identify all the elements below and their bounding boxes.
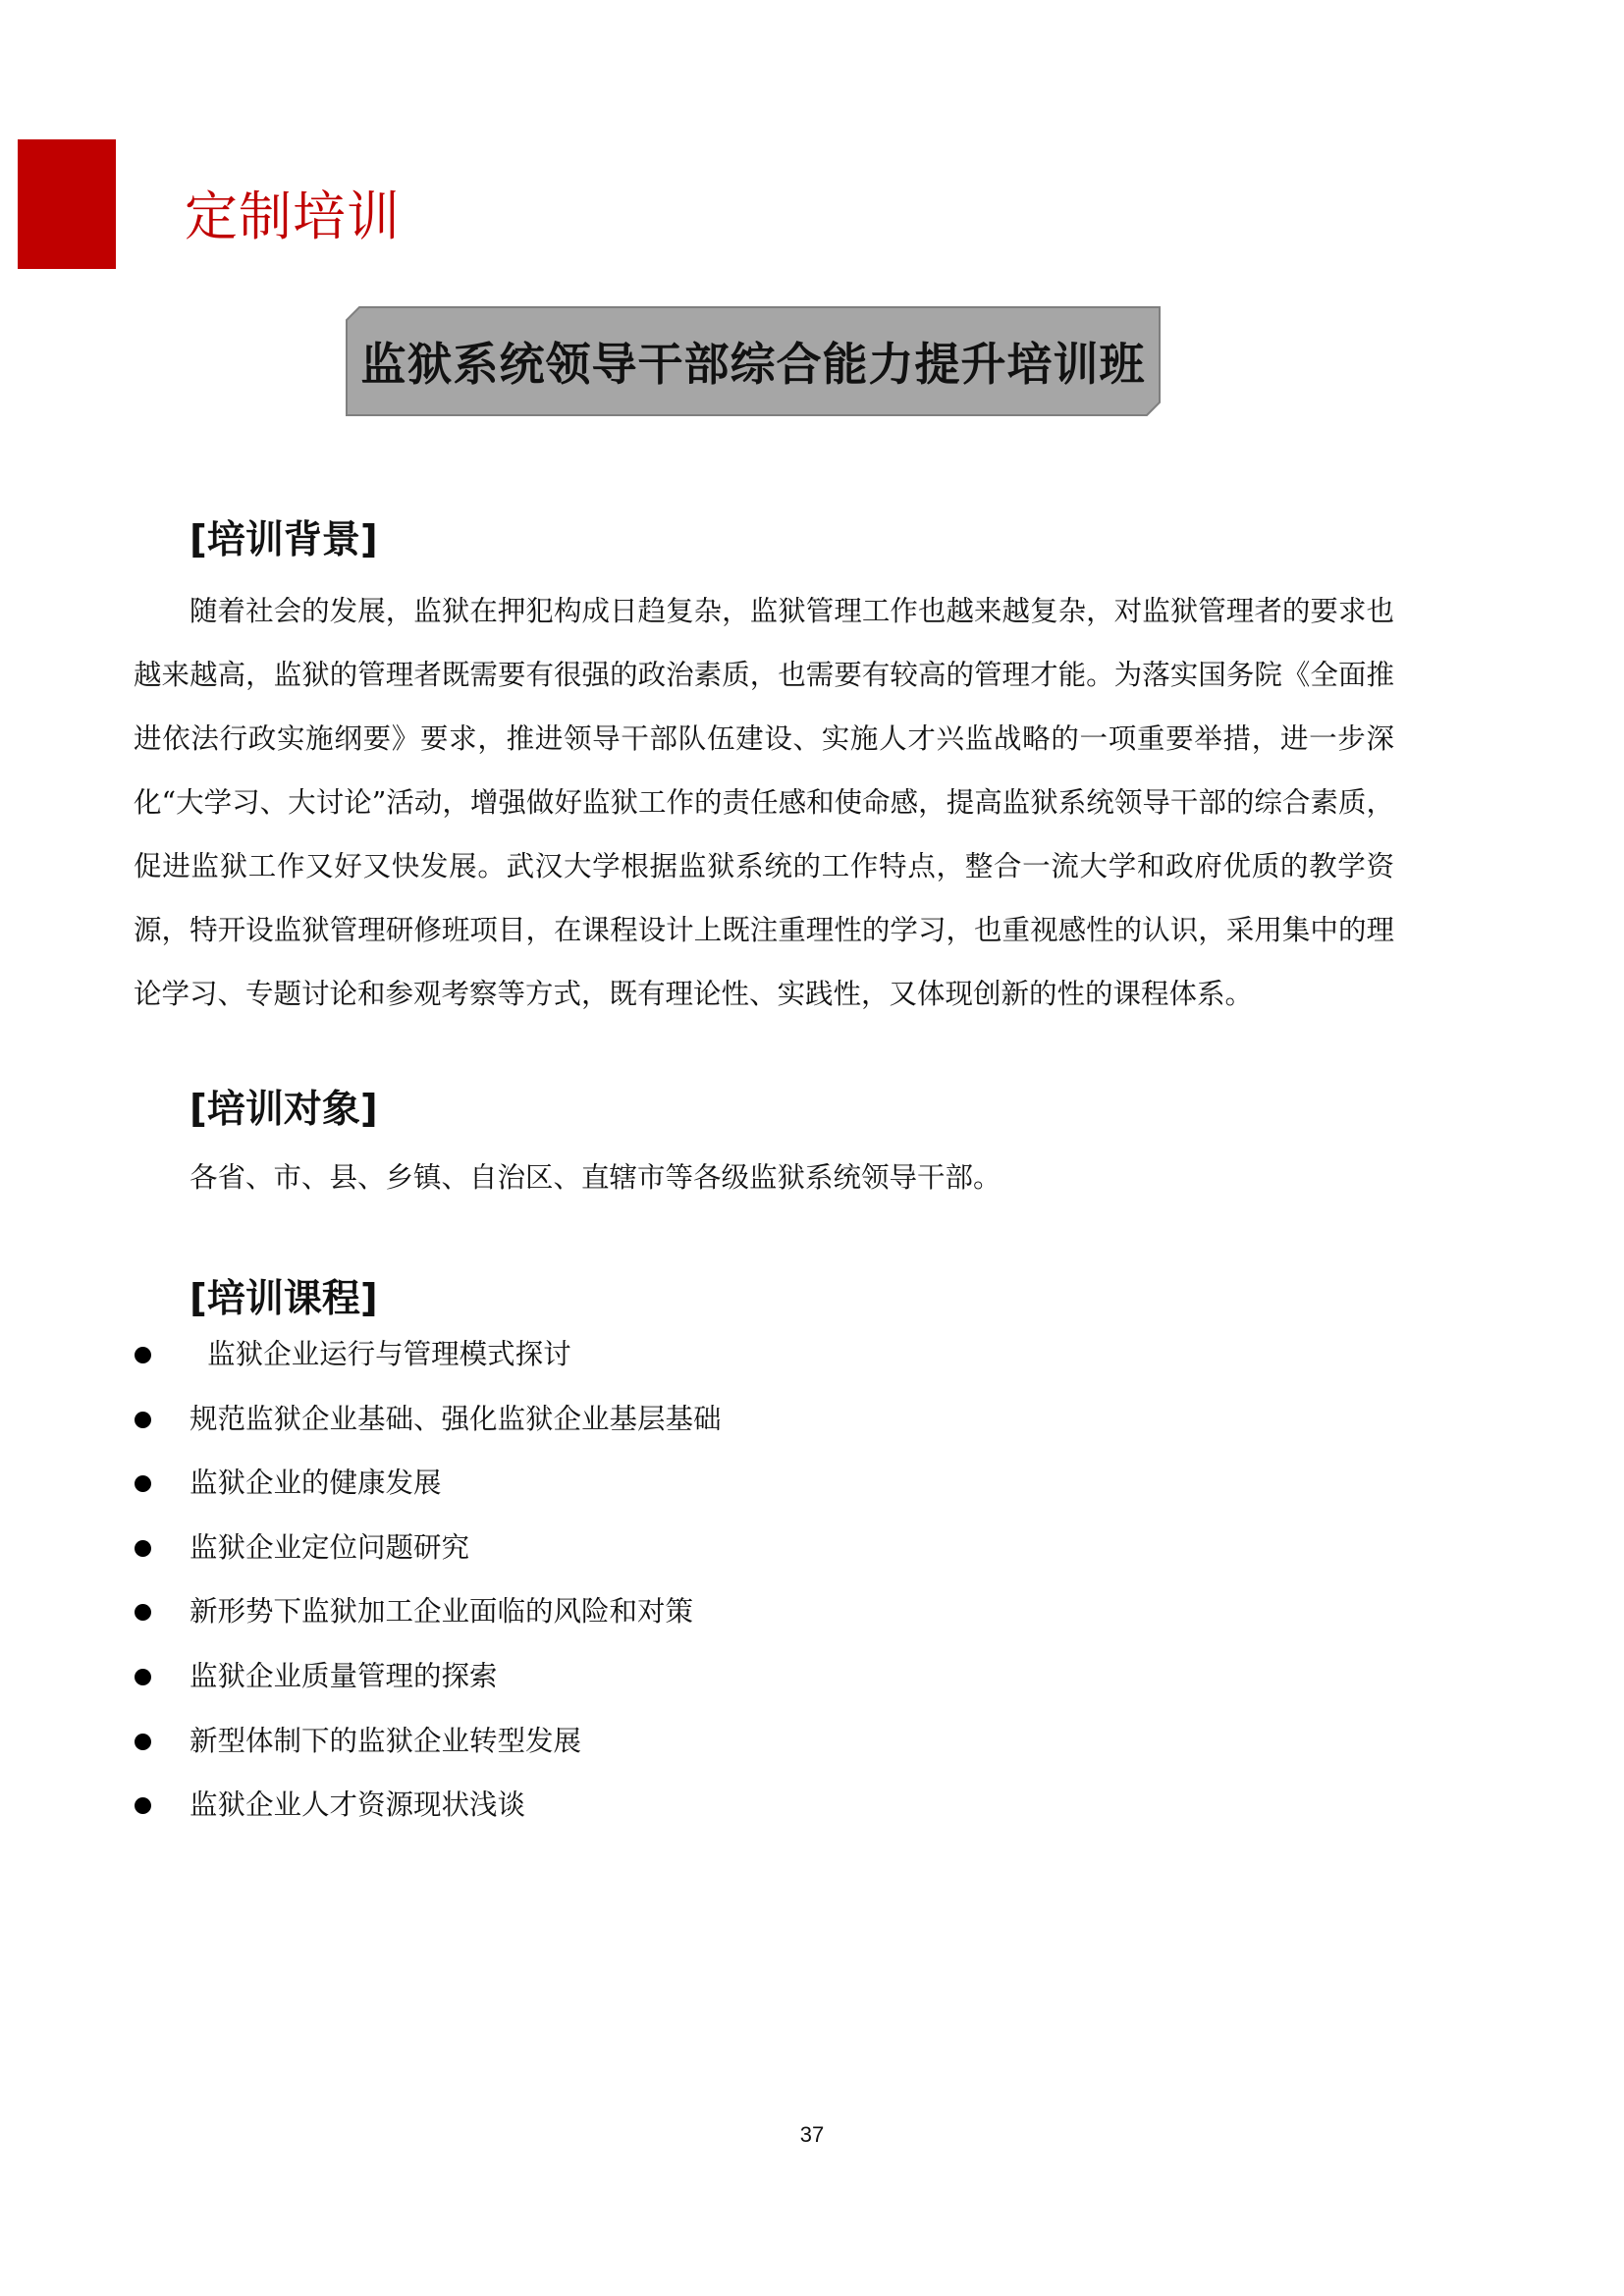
bullet-icon [135,1412,151,1428]
course-item-text: 监狱企业运行与管理模式探讨 [189,1338,571,1370]
course-item [0,1458,884,1522]
bullet-icon [135,1669,151,1685]
course-item-text: 监狱企业的健康发展 [189,1467,442,1500]
audience-text: 各省、市、县、乡镇、自治区、直辖市等各级监狱系统领导干部。 [189,1161,1001,1194]
courses-heading: [培训课程] [189,1277,378,1321]
course-item-text: 监狱企业质量管理的探索 [189,1659,498,1692]
bullet-icon [135,1475,151,1492]
course-title-banner [346,306,1161,416]
course-item [0,1522,884,1587]
section-title: 定制培训 [185,186,401,247]
course-item-text: 新型体制下的监狱企业转型发展 [189,1724,582,1757]
course-item-text: 监狱企业人才资源现状浅谈 [189,1789,526,1822]
course-item-text: 规范监狱企业基础、强化监狱企业基层基础 [189,1402,722,1435]
bullet-icon [135,1347,151,1363]
course-list [0,1329,884,1844]
course-item-text: 监狱企业定位问题研究 [189,1530,470,1564]
bullet-icon [135,1540,151,1557]
course-item [0,1780,884,1844]
banner-title: 监狱系统领导干部综合能力提升培训班 [360,338,1146,391]
section-accent-block [18,139,116,269]
bullet-icon [135,1797,151,1814]
course-item-text: 新形势下监狱加工企业面临的风险和对策 [189,1595,694,1629]
course-item [0,1329,884,1394]
course-item [0,1716,884,1781]
course-item [0,1651,884,1716]
course-item [0,1586,884,1651]
course-item [0,1394,884,1459]
bullet-icon [135,1734,151,1750]
audience-heading: [培训对象] [189,1088,378,1132]
bullet-icon [135,1604,151,1621]
page-number: 37 [799,2122,825,2147]
background-heading: [培训背景] [189,518,378,562]
background-paragraph: 随着社会的发展，监狱在押犯构成日趋复杂，监狱管理工作也越来越复杂，对监狱管理者的要求也越来越高，监狱的管理者既需要有很强的政治素质，也需要有较高的管理才能。为落实国务院《全面推进依法行政实施纲要》要求，推进领导干部队伍建设、实施人才兴监战略的一项重要举措，进一步深化“大学习、大讨论”活动，增强做好监狱工作的责任感和使命感，提高监狱系统领导干部的综合素质，促进监狱工作又好又快发展。武汉大学根据监狱系统的工作特点，整合一流大学和政府优质的教学资源，特开设监狱管理研修班项目，在课程设计上既注重理性的学习，也重视感性的认识，采用集中的理论学习、专题讨论和参观考察等方式，既有理论性、实践性，又体现创新的性的课程体系。 [134,595,1394,1010]
